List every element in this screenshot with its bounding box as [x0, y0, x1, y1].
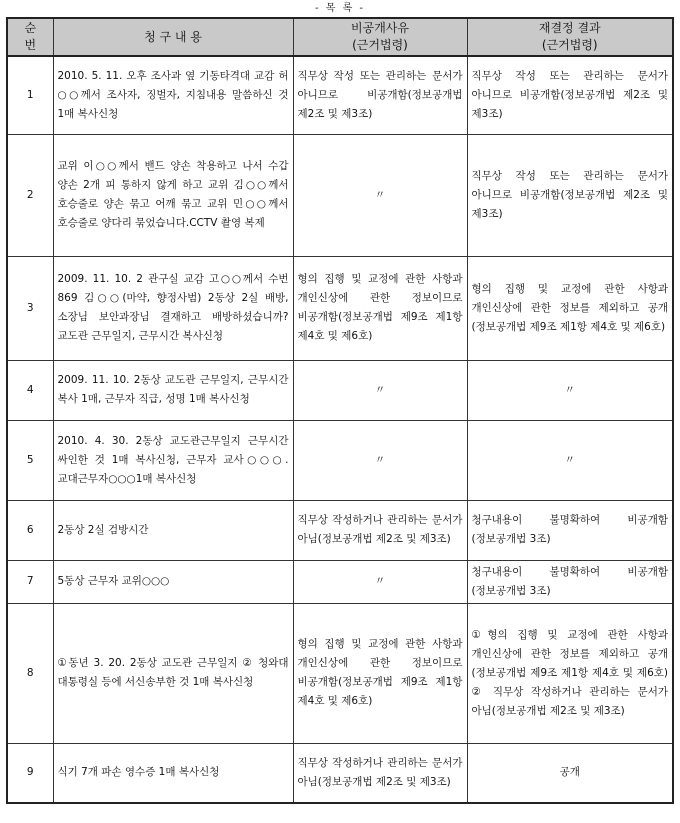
redecision-result: 공개 — [467, 743, 673, 803]
redecision-result-ditto: 〃 — [467, 360, 673, 420]
header-redecision-result: 재결정 결과 (근거법령) — [467, 18, 673, 56]
request-content: 2010. 4. 30. 2동상 교도관근무일지 근무시간 싸인한 것 1매 복사신청, 근무자 교사○○○. 교대근무자○○○1매 복사신청 — [53, 420, 293, 500]
row-number: 9 — [7, 743, 53, 803]
header-sequence-number: 순 번 — [7, 18, 53, 56]
table-row — [7, 360, 673, 420]
request-content: 2동상 2실 검방시간 — [53, 500, 293, 560]
request-content: 5동상 근무자 교위○○○ — [53, 560, 293, 603]
row-number: 7 — [7, 560, 53, 603]
table-row — [7, 134, 673, 256]
nondisclosure-reason-ditto: 〃 — [293, 420, 467, 500]
redecision-result: 형의 집행 및 교정에 관한 사항과 개인신상에 관한 정보를 제외하고 공개(정보공개법 제9조 제1항 제4호 및 제6호) — [467, 256, 673, 360]
nondisclosure-reason: 형의 집행 및 교정에 관한 사항과 개인신상에 관한 정보이므로 비공개함(정보공개법 제9조 제1항 제4호 및 제6호) — [293, 603, 467, 743]
table-row — [7, 500, 673, 560]
header-nondisclosure-reason: 비공개사유 (근거법령) — [293, 18, 467, 56]
nondisclosure-reason: 직무상 작성 또는 관리하는 문서가 아니므로 비공개함(정보공개법 제2조 및 제3조) — [293, 56, 467, 134]
row-number: 5 — [7, 420, 53, 500]
table-row — [7, 743, 673, 803]
table-row — [7, 420, 673, 500]
row-number: 4 — [7, 360, 53, 420]
header-request-content: 청 구 내 용 — [53, 18, 293, 56]
redecision-result: 직무상 작성 또는 관리하는 문서가 아니므로 비공개함(정보공개법 제2조 및 제3조) — [467, 56, 673, 134]
request-list-table — [6, 17, 674, 804]
redecision-result: 청구내용이 불명확하여 비공개함(정보공개법 3조) — [467, 560, 673, 603]
redecision-result-ditto: 〃 — [467, 420, 673, 500]
request-content: 2010. 5. 11. 오후 조사과 옆 기동타격대 교감 허○○께서 조사자, 징벌자, 지침내용 말씀하신 것 1매 복사신청 — [53, 56, 293, 134]
nondisclosure-reason-ditto: 〃 — [293, 134, 467, 256]
nondisclosure-reason-ditto: 〃 — [293, 360, 467, 420]
request-content: 2009. 11. 10. 2동상 교도관 근무일지, 근무시간 복사 1매, 근무자 직급, 성명 1매 복사신청 — [53, 360, 293, 420]
request-content: 2009. 11. 10. 2 관구실 교감 고○○께서 수번 869 김○○(마약, 향정사범) 2동상 2실 배방, 소장님 보안과장님 결재하고 배방하셨습니까? 교도관 근무일지, 근무시간 복사신청 — [53, 256, 293, 360]
table-row — [7, 560, 673, 603]
row-number: 3 — [7, 256, 53, 360]
request-content: ①동년 3. 20. 2동상 교도관 근무일지 ② 청와대 대통령실 등에 서신송부한 것 1매 복사신청 — [53, 603, 293, 743]
row-number: 1 — [7, 56, 53, 134]
row-number: 8 — [7, 603, 53, 743]
request-content: 식기 7개 파손 영수증 1매 복사신청 — [53, 743, 293, 803]
document-title: - 목 록 - — [314, 3, 366, 14]
nondisclosure-reason: 직무상 작성하거나 관리하는 문서가 아님(정보공개법 제2조 및 제3조) — [293, 743, 467, 803]
redecision-result: ①형의 집행 및 교정에 관한 사항과 개인신상에 관한 정보를 제외하고 공개(정보공개법 제9조 제1항 제4호 및 제6호) ② 직무상 작성하거나 관리하는 문서가 아님(정보공개법 제2조 및 제3조) — [467, 603, 673, 743]
row-number: 2 — [7, 134, 53, 256]
row-number: 6 — [7, 500, 53, 560]
table-header-row — [7, 18, 673, 56]
table-row — [7, 56, 673, 134]
nondisclosure-reason: 직무상 작성하거나 관리하는 문서가 아님(정보공개법 제2조 및 제3조) — [293, 500, 467, 560]
request-content: 교위 이○○께서 밴드 양손 착용하고 나서 수갑 양손 2개 피 통하지 않게 하고 교위 김○○께서 호승줄로 양손 묶고 어깨 묶고 교위 민○○께서 호승줄로 양다리 묶었습니다.CCTV 촬영 복제 — [53, 134, 293, 256]
nondisclosure-reason-ditto: 〃 — [293, 560, 467, 603]
table-row — [7, 603, 673, 743]
redecision-result: 청구내용이 불명확하여 비공개함(정보공개법 3조) — [467, 500, 673, 560]
table-row — [7, 256, 673, 360]
nondisclosure-reason: 형의 집행 및 교정에 관한 사항과 개인신상에 관한 정보이므로 비공개함(정보공개법 제9조 제1항 제4호 및 제6호) — [293, 256, 467, 360]
redecision-result: 직무상 작성 또는 관리하는 문서가 아니므로 비공개함(정보공개법 제2조 및 제3조) — [467, 134, 673, 256]
